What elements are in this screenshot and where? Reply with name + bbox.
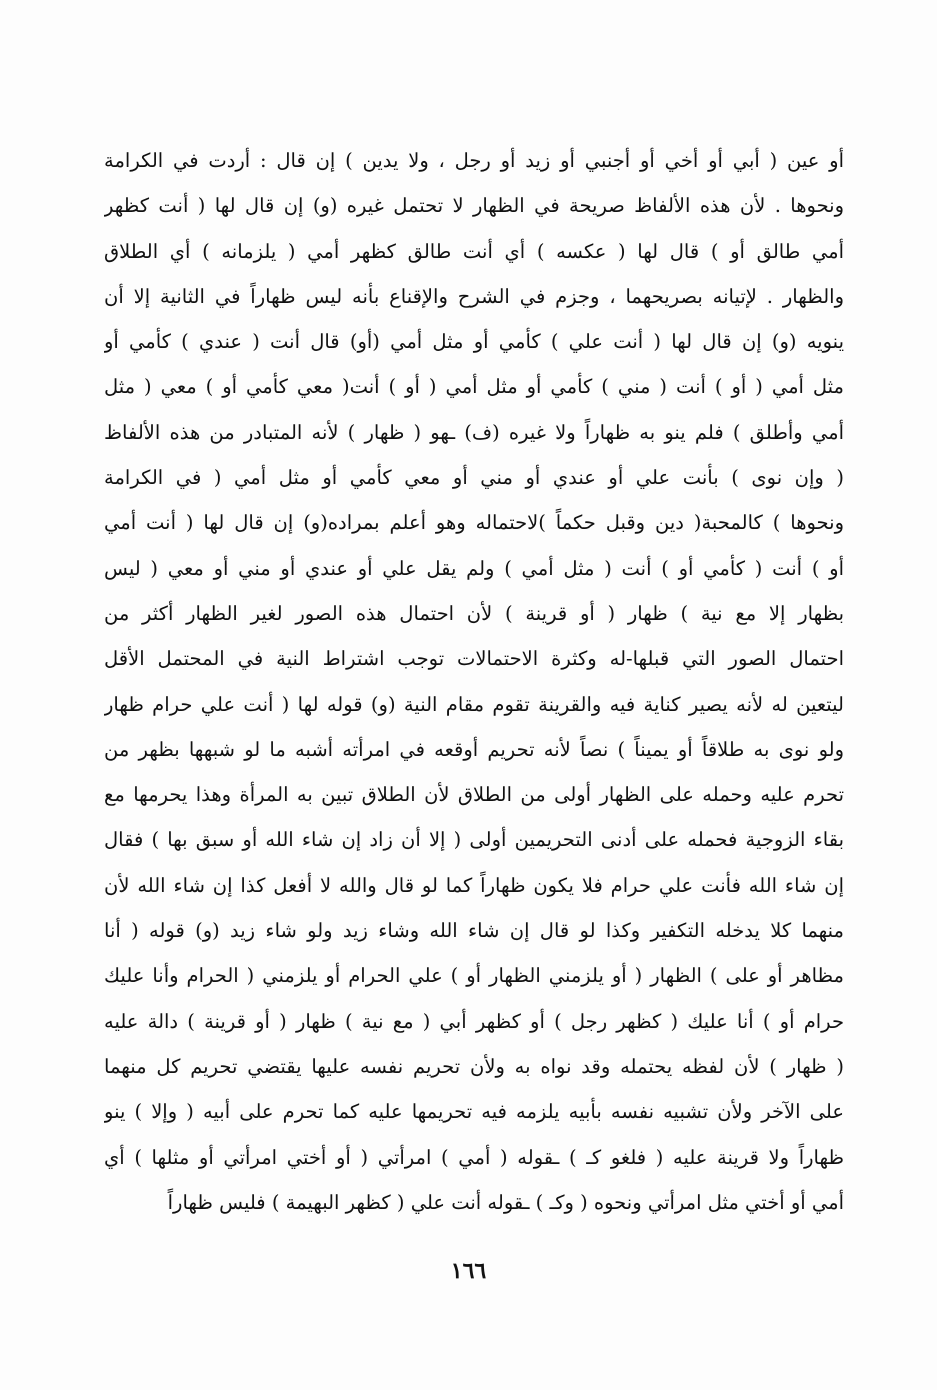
page-number: ١٦٦ (450, 1258, 487, 1284)
text-line: بظهار إلا مع نية ) ظهار ( أو قرينة ) لأن احتمال هذه الصور لغير الظهار أكثر من (104, 601, 844, 625)
text-line: ( وإن نوى ) بأنت علي أو عندي أو مني أو معي كأمي أو مثل أمي ( في الكرامة (104, 466, 844, 490)
text-line: على الآخر ولأن تشبيه نفسه بأبيه يلزمه فيه تحريمها عليه كما تحرم على أبيه ( وإلا ) ينو (104, 1100, 844, 1124)
text-line: ولو نوى به طلاقاً أو يميناً ) نصاً لأنه تحريم أوقعه في امرأته أشبه ما لو شبهها بظهر من (104, 737, 844, 761)
text-line: منهما كلا يدخله التكفير وكذا لو قال إن شاء الله وشاء زيد ولو شاء زيد (و) قوله ( أنا (104, 919, 844, 943)
text-line: حرام أو ) أنا عليك ( كظهر رجل ) أو كظهر أبي ( مع نية ) ظهار ( أو قرينة ) دالة عليه (104, 1009, 844, 1033)
text-line: أو عين ( أبي أو أخي أو أجنبي أو زيد أو رجل ، ولا يدين ) إن قال : أردت في الكرامة (104, 149, 844, 172)
text-line: ونحوها . لأن هذه الألفاظ صريحة في الظهار لا تحتمل غيره (و) إن قال لها ( أنت كظهر (104, 194, 844, 218)
text-line: بقاء الزوجية فحمله على أدنى التحريمين أولى ( إلا أن زاد إن شاء الله أو سبق بها ) فقال (104, 828, 844, 852)
text-line: أمي أو أختي مثل امرأتي ونحوه ( وكـ ) ـقوله أنت علي ( كظهر البهيمة ) فليس ظهاراً (167, 1190, 844, 1214)
text-line: ظهاراً ولا قرينة عليه ( فلغو كـ ) ـقوله ( أمي ) امرأتي ( أو أختي امرأتي أو مثلها ) أي (104, 1145, 844, 1169)
text-line: أمي طالق أو ) قال لها ( عكسه ) أي أنت طالق كظهر أمي ( يلزمانه ) أي الطلاق (104, 239, 844, 263)
text-line: ينويه (و) إن قال لها ( أنت علي ) كأمي أو مثل أمي (أو) قال أنت ( عندي ) كأمي أو (104, 330, 844, 354)
text-line: أمي وأطلق ) فلم ينو به ظهاراً ولا غيره (ف) ـهو ( ظهار ) لأنه المتبادر من هذه الألفاظ (104, 420, 844, 444)
text-line: احتمال الصور التي قبلها-له وكثرة الاحتمالات توجب اشتراط النية في المحتمل الأقل (104, 647, 844, 671)
text-line: مظاهر أو على ) الظهار ( أو يلزمني الظهار أو ) علي الحرام أو يلزمني ( الحرام وأنا عليك (104, 964, 844, 988)
text-line: ( ظهار ) لأن لفظه يحتمله وقد نواه به ولأن تحريم نفسه عليها يقتضي تحريم كل منهما (104, 1054, 844, 1078)
text-line: مثل أمي ( أو ) أنت ( مني ) كأمي أو مثل أمي ( أو ) أنت( معي كأمي أو ) معي ( مثل (104, 375, 844, 399)
text-line: ليتعين له لأنه يصير كناية فيه والقرينة تقوم مقام النية (و) قوله لها ( أنت علي حرام ظهار (104, 692, 844, 716)
body-text (104, 138, 844, 1225)
text-line: ونحوها ) كالمحبة( دين وقبل حكماً )لاحتماله وهو أعلم بمراده(و) إن قال لها ( أنت أمي (104, 511, 844, 535)
text-line: والظهار . لإتيانه بصريحهما ، وجزم في الشرح والإقناع بأنه ليس ظهاراً في الثانية إلا أن (104, 284, 844, 308)
text-line: إن شاء الله فأنت علي حرام فلا يكون ظهاراً كما لو قال والله لا أفعل كذا إن شاء الله لأن (104, 873, 844, 897)
text-line: أو ) أنت ( كأمي أو ) أنت ( مثل أمي ) ولم يقل علي أو عندي أو مني أو معي ( ليس (104, 556, 844, 580)
text-line: تحرم عليه وحمله على الظهار أولى من الطلاق لأن الطلاق تبين به المرأة وهذا يحرمها مع (104, 783, 844, 807)
